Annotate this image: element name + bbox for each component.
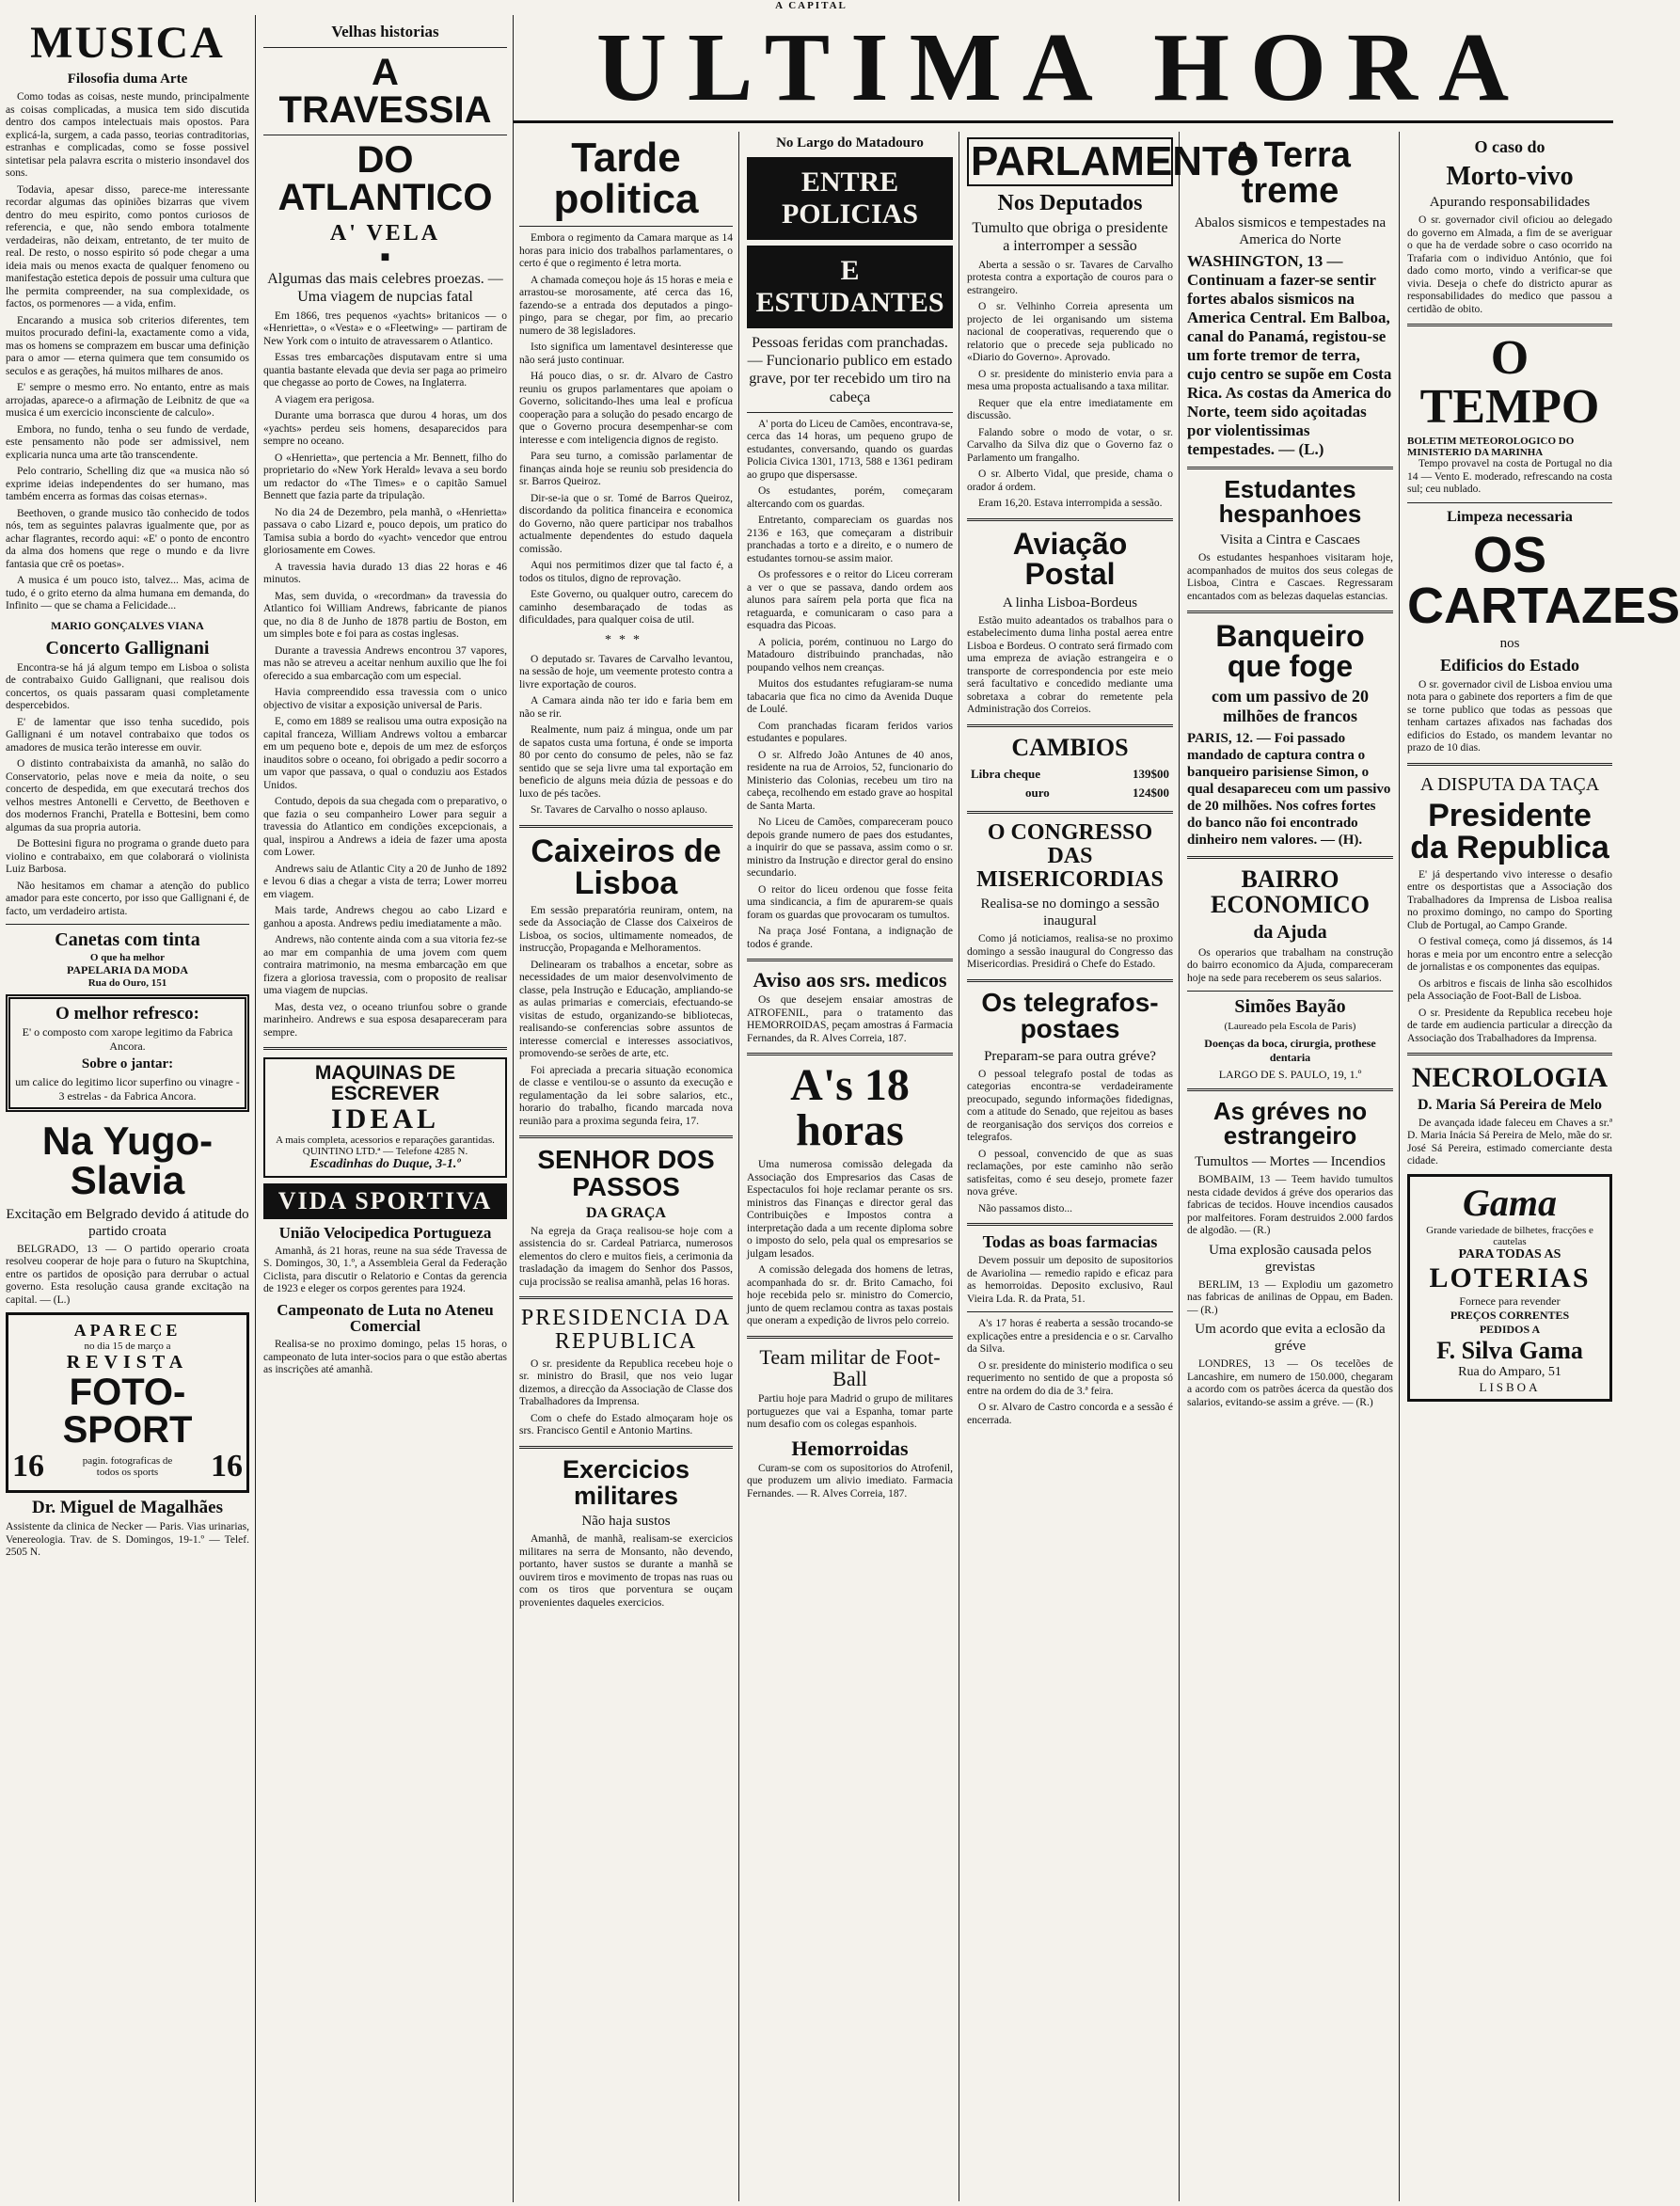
telegrafos-title: Os telegrafos-postaes xyxy=(981,987,1159,1043)
cambios-value: 124$00 xyxy=(1133,785,1169,800)
ad-line: 16 xyxy=(12,1449,44,1484)
tarde-politica-title: Tarde politica xyxy=(553,135,699,222)
policias-title-2: E ESTUDANTES xyxy=(747,246,953,328)
paragraph: A comissão delegada dos homens de letras, acompanhada do sr. dr. Brito Camacho, foi hoje recebida pelo sr. ministro do Comercio, junto de quem reclamou contra as taxas postais que oneram a expedição de livros pelo correio. xyxy=(747,1264,953,1327)
necrologia-body: De avançada idade faleceu em Chaves a sr.ª D. Maria Inácia Sá Pereira de Melo, mãe do sr. José Sá Pereira, estimado comerciante desta cidade. xyxy=(1407,1117,1612,1167)
column-4 xyxy=(741,132,959,2201)
paragraph: Na praça José Fontana, a indignação de todos é grande. xyxy=(747,926,953,950)
paragraph: No dia 24 de Dezembro, pela manhã, o «Henrietta» passava o cabo Lizard e, pouco depois, um pratico do Tamisa subia a bordo do «yacht» vencedor que entrou gloriosamente em Cowes. xyxy=(263,506,507,557)
paragraph: Dir-se-ia que o sr. Tomé de Barros Queiroz, discordando da politica financeira e economica do Governo, não quere participar nos trabalhos actualmente dependentes do estudo daquela comissão. xyxy=(519,492,733,555)
aviso-title: Aviso aos srs. medicos xyxy=(753,968,947,992)
paragraph: Aqui nos permitimos dizer que tal facto é, a todos os titulos, digno de reprovação. xyxy=(519,560,733,584)
travessia-title-2: DO ATLANTICO xyxy=(277,139,493,218)
paragraph: Durante uma borrasca que durou 4 horas, um dos «yachts» perdeu seis homens, desaparecidos para sempre no oceano. xyxy=(263,410,507,448)
farmacias-body: Devem possuir um deposito de supositorios de Avariolina — remedio rapido e eficaz para as hemorroidas. Deposito exclusivo, Raul Vieira Lda. R. da Prata, 51. xyxy=(967,1255,1173,1305)
cambios-title: CAMBIOS xyxy=(1011,733,1129,761)
paragraph: E' de lamentar que isso tenha sucedido, pois Gallignani é um notavel contrabaixo que todos os amadores de musica terão interesse em ouvir. xyxy=(6,716,249,754)
paragraph: O distinto contrabaixista da amanhã, no salão do Conservatorio, pelas nove e meia da noite, o seu concerto de despedida, em que executará trechos dos velhos mestres Antonelli e Cervetto, de Beethoven e dos modernos Franchi, Pratella e Bottesini, bem como algumas da sua propria autoria. xyxy=(6,758,249,833)
musica-author: MARIO GONÇALVES VIANA xyxy=(51,618,204,632)
cartazes-sub-1: nos xyxy=(1499,635,1520,651)
ad-line: Grande variedade de bilhetes, fracções e cautelas xyxy=(1426,1224,1593,1247)
paragraph: Requer que ela entre imediatamente em discussão. xyxy=(967,397,1173,422)
paragraph: Havia compreendido essa travessia com o unico objectivo de visitar a exposição universal de Paris. xyxy=(263,687,507,711)
greves-title: As gréves no estrangeiro xyxy=(1212,1097,1368,1151)
vida-sportiva-heading: VIDA SPORTIVA xyxy=(263,1183,507,1219)
cartazes-body: O sr. governador civil de Lisboa enviou uma nota para o gabinete dos reporters a fim de que se torne publico que todas as pessoas que tenham cartazes afixados nas fachadas dos edificios do Estado, os mandem levantar no prazo de 10 dias. xyxy=(1407,678,1612,754)
gama-ad xyxy=(1407,1174,1612,1402)
ad-line: LOTERIAS xyxy=(1429,1262,1591,1293)
travessia-title-1: A TRAVESSIA xyxy=(278,52,492,131)
ornament: ■ xyxy=(380,249,390,266)
canetas-title: Canetas com tinta xyxy=(55,929,200,950)
paragraph: O sr. presidente do ministerio modifica o seu requerimento no sentido de que a proposta só entre na ordem do dia de 3.ª feira. xyxy=(967,1359,1173,1397)
paragraph: O festival começa, como já dissemos, ás 14 horas e meia por um encontro entre a selecção de jornalistas e os componentes das equipas. xyxy=(1407,936,1612,974)
canetas-line: Rua do Ouro, 151 xyxy=(87,977,167,989)
spacer xyxy=(1063,15,1074,2202)
paragraph: O sr. Presidente da Republica recebeu hoje de tarde em audiencia particular a direcção da Associação dos Trabalhadores da Imprensa. xyxy=(1407,1007,1612,1044)
column-3 xyxy=(514,132,739,2201)
ad-line: Rua do Amparo, 51 xyxy=(1458,1364,1561,1379)
column-1 xyxy=(0,15,256,2202)
ad-line: FOTO-SPORT xyxy=(62,1372,193,1452)
ad-line: Gama xyxy=(1463,1181,1557,1224)
policias-title-1: ENTRE POLICIAS xyxy=(747,157,953,240)
greves-subtitle-2: Uma explosão causada pelos grevistas xyxy=(1209,1242,1371,1275)
simoes-line: (Laureado pela Escola de Paris) xyxy=(1224,1021,1356,1033)
paragraph: A travessia havia durado 13 dias 22 horas e 46 minutos. xyxy=(263,561,507,586)
paragraph: Em sessão preparatória reuniram, ontem, na sede da Associação de Classe dos Caixeiros de Lisboa, os socios, ultimamente nomeados, de instrucção, Propaganda e Melhoramentos. xyxy=(519,904,733,954)
taca-body xyxy=(1407,869,1612,1046)
separator-stars: *** xyxy=(605,632,647,647)
ad-line: PREÇOS CORRENTES xyxy=(1450,1308,1570,1322)
ad-line: no dia 15 de março a xyxy=(84,1341,171,1353)
refresco-text: Sobre o jantar: xyxy=(81,1055,174,1071)
paragraph: O sr. Alfredo João Antunes de 40 anos, residente na rua de Arroios, 52, funcionario do Ministerio das Colonias, recebeu um tiro na cabeça, recolhendo em estado grave ao hospital de Santa Marta. xyxy=(747,749,953,812)
paragraph: Mas, sem duvida, o «recordman» da travessia do Atlantico foi William Andrews, fabricante de pianos que, no dia 8 de Junho de 1878 partiu de Boston, em um simples bote e foi para as costas inglesas. xyxy=(263,590,507,641)
parlamento-subtitle-1: Nos Deputados xyxy=(997,191,1143,215)
banqueiro-title: Banqueiro que foge xyxy=(1215,619,1365,683)
team-body: Partiu hoje para Madrid o grupo de militares portuguezes que vai a Espanha, tomar parte num desafio com os colegas espanhois. xyxy=(747,1393,953,1431)
tempo-title: O TEMPO xyxy=(1419,331,1600,435)
paragraph: Não passamos disto... xyxy=(978,1202,1072,1214)
paragraph: O «Henrietta», que pertencia a Mr. Bennett, filho do proprietario do «New York Herald» levava a seu bordo um redactor do «The Times» e o capitão Samuel Bennett que fazia parte da tripulação. xyxy=(263,452,507,502)
paragraph: O reitor do liceu ordenou que fosse feita uma sindicancia, a fim de apurarem-se quais foram os guardas que provocaram os tumultos. xyxy=(747,883,953,921)
team-title: Team militar de Foot-Ball xyxy=(759,1344,941,1390)
paragraph: A's 17 horas é reaberta a sessão trocando-se explicações entre a presidencia e o sr. Carvalho da Silva. xyxy=(967,1318,1173,1356)
senhor-body: Na egreja da Graça realisou-se hoje com a assistencia do sr. Cardeal Patriarca, numerosos elementos do clero e muitos fieis, a cerimonia da trasladação da imagem do Senhor dos Passos, cuja procissão se realisa amanhã, pelas 16 horas. xyxy=(519,1225,733,1288)
aviacao-subtitle: A linha Lisboa-Bordeus xyxy=(1002,595,1138,611)
horas-body xyxy=(747,1159,953,1328)
cambios-label: Libra cheque xyxy=(971,766,1041,781)
terra-body: WASHINGTON, 13 — Continuam a fazer-se sentir fortes abalos sismicos na America Central. Em Balboa, canal do Panamá, registou-se um forte tremor de terra, cujo centro se supõe em Costa Rica. As costas da America do Norte, teem sido açoitadas por violentissimas tempestades. — (L.) xyxy=(1187,252,1392,458)
presidencia-body xyxy=(519,1358,733,1438)
masthead-title: ULTIMA HORA xyxy=(513,15,1613,123)
aviacao-body: Estão muito adeantados os trabalhos para o estabelecimento duma linha postal aerea entre Lisboa e Bordeus. O contrato será firmado com uma empreza de aviação estrangeira e o transporte de correspondencia por este meio será facultativo e concedido mediante uma sobretaxa a cobrar do remetente pela Administração dos Correios. xyxy=(967,614,1173,716)
caixeiros-body xyxy=(519,905,733,1129)
parlamento-title: PARLAMENTO xyxy=(967,137,1173,186)
yugo-title: Na Yugo-Slavia xyxy=(41,1118,214,1202)
simoes-line: Doenças da boca, cirurgia, prothese dentaria xyxy=(1204,1037,1376,1064)
paragraph: Há pouco dias, o sr. dr. Alvaro de Castro reuniu os grupos parlamentares que apoiam o Governo, solicitando-lhes uma leal e profícua cooperação para a solução do pesado encargo de que o Governo procura desempenhar-se com interesse e com inteligencia dignos de registo. xyxy=(519,371,733,446)
paragraph: E' já despertando vivo interesse o desafio entre os desportistas que a Associação dos Trabalhadores da Imprensa de Lisboa realisa no proximo domingo, no campo do Sporting Club de Portugal, ao Campo Grande. xyxy=(1407,868,1612,931)
paragraph: Com pranchadas ficaram feridos varios estudantes e populares. xyxy=(747,720,953,745)
yugo-body: BELGRADO, 13 — O partido operario croata resolveu cooperar de hoje para o futuro na Skuptchina, entre os partidos de oposição para derrubar o actual governo. Esta resolução causa grande excitação na capital. — (L.) xyxy=(6,1243,249,1306)
ad-line: pagin. fotograficas de todos os sports xyxy=(82,1455,173,1479)
concerto-title: Concerto Gallignani xyxy=(45,637,210,659)
concerto-body xyxy=(6,662,249,919)
aviso-body: Os que desejem ensaiar amostras de ATROFENIL, para o tratamento das HEMORROIDAS, peçam amostras á Farmacia Fernandes, da R. Alves Correia, 187. xyxy=(747,994,953,1044)
horas-title: A's 18 horas xyxy=(790,1060,910,1156)
paragraph: Mas, desta vez, o oceano triunfou sobre o grande marinheiro. Andrews e sua esposa desapareceram para sempre. xyxy=(263,1001,507,1039)
morto-subtitle: Apurando responsabilidades xyxy=(1429,195,1591,211)
morto-title: Morto-vivo xyxy=(1446,162,1574,191)
paragraph: Andrews, não contente ainda com a sua vitoria fez-se ao mar em companhia de uma jovem com quem contraira matrimonio, na mesma embarcação em que fizera a gloriosa travessia, com o proposito de realisar uma viagem de nupcias. xyxy=(263,934,507,997)
paragraph: Como todas as coisas, neste mundo, principalmente as coisas complicadas, a musica tem sido discutida dentro dos campos intelectuais mais opostos. Para explicá-la, surgem, a cada passo, teorias contraditorias, estranhas e complicadas, como se fosse possivel sintetisar pela palavra escrita o misterio insondavel dos sons. xyxy=(6,91,249,179)
hesp-body: Os estudantes hespanhoes visitaram hoje, acompanhados de muitos dos seus colegas de Lisboa, Cintra e Cascaes. Regressaram encantados com as belezas daquelas estancias. xyxy=(1187,552,1393,602)
maquinas-ad: MAQUINAS DE ESCREVER IDEAL A mais completa, acessorios e reparações garantidas. QUINTINO LTD.ª — Telefone 4285 N. Escadinhas do Duque, 3-1.º xyxy=(263,1057,507,1178)
paragraph: Embora o regimento da Camara marque as 14 horas para inicio dos trabalhos parlamentares, o certo é que o regimento é letra morta. xyxy=(519,232,733,269)
simoes-title: Simões Bayão xyxy=(1234,996,1346,1018)
tarde-politica-body-2 xyxy=(519,654,733,817)
travessia-title-3: A' VELA xyxy=(329,221,441,246)
paragraph: E, como em 1889 se realisou uma outra exposição na capital franceza, William Andrews voltou a embarcar em um pequeno bote e, depois de um mez de esforços inauditos sobre o oceano, foi obrigado a pedir socorro a um vapor que passava, o qual o conduziu aos Estados Unidos. xyxy=(263,716,507,791)
aviacao-title: Aviação Postal xyxy=(1012,526,1128,591)
column-2: Velhas historias A TRAVESSIA DO ATLANTICO A' VELA ■ Algumas das mais celebres proezas. — Uma viagem de nupcias fatal Em 1866, tres pequenos «yachts» britanicos — o «Henrietta», o «Vesta» e o «Fleetwing» — partiram de New York com o intuito de atravessarem o Atlantico. Essas tres embarcações disputavam entre si uma quantia bastante elevada que devia ser paga ao primeiro que chegasse ao porto de Cowes, na Inglaterra. A viagem era perigosa. Durante uma borrasca que durou 4 horas, um dos «yachts» perdeu seis homens, desaparecidos para sempre no oceano. O «Henrietta», que pertencia a Mr. Bennett, filho do proprietario do «New York Herald» levava a seu bordo um redactor do «The Times» e o capitão Samuel Bennett que fazia parte da tripulação. No dia 24 de Dezembro, pela manhã, o «Henrietta» passava o cabo Lizard e, pouco depois, um pratico do Tamisa subia a bordo do «yacht» vencedor que entrou gloriosamente em Cowes. A travessia havia durado 13 dias 22 horas e 46 minutos. Mas, sem duvida, o «recordman» da travessia do Atlantico foi William Andrews, fabricante de pianos que, no dia 8 de Junho de 1878 partiu de Boston, em um simples bote e foi para as costas inglesas. Durante a travessia Andrews encontrou 37 vapores, mas não se atreveu a aceitar nenhum auxilio que lhe foi oferecido a sua embarcação com um especial. Havia compreendido essa travessia com o unico objectivo de visitar a exposição universal de Paris. E, como em 1889 se realisou uma outra exposição na capital franceza, William Andrews voltou a embarcar em um pequeno bote e, depois de um mez de esforços inauditos sobre o oceano, foi obrigado a pedir socorro a um vapor que passava, o qual o conduziu aos Estados Unidos. Contudo, depois da sua chegada com o preparativo, o que fazia o seu companheiro Lower para seguir a travessia do Atlantico em condições excepcionais, a qual, inspirou a Andrews a ideia de fazer uma aposta com Lower. Andrews saiu de Atlantic City a 20 de Junho de 1892 e levou 6 dias a chegar a vista de terra; Lower morreu em viagem. Mais tarde, Andrews chegou ao cabo Lizard e ganhou a aposta. Andrews pediu imediatamente a mão. Andrews, não contente ainda com a sua vitoria fez-se ao mar em companhia de uma jovem com quem contraira matrimonio, na mesma embarcação em que fizera a gloriosa travessia, com o proposito de realisar uma viagem de nupcias. Mas, desta vez, o oceano triunfou sobre o grande marinheiro. Andrews e sua esposa desapareceram para sempre. MAQUINAS DE ESCREVER IDEAL A mais completa, acessorios e reparações garantidas. QUINTINO LTD.ª — Telefone 4285 N. Escadinhas do Duque, 3-1.º VIDA SPORTIVA União Velocipedica Portugueza Amanhã, ás 21 horas, reune na sua séde Travessa de S. Domingos, 30, 1.º, a Assembleia Geral da Federação Ciclista, para discutir o Relatorio e Contas da gerencia de 1923 e eleger os corpos gerentes para 1924. Campeonato de Luta no Ateneu Comercial Realisa-se no proximo domingo, pelas 15 horas, o campeonato de luta inter-socios para o que estão abertas as inscrições até amanhã. xyxy=(258,15,514,2202)
canetas-line: O que ha melhor xyxy=(89,952,166,963)
paragraph: O sr. Alberto Vidal, que preside, chama o orador á ordem. xyxy=(967,468,1173,493)
farmacias-title: Todas as boas farmacias xyxy=(982,1232,1158,1252)
ad-line: F. Silva Gama xyxy=(1436,1336,1583,1364)
paragraph: Não hesitamos em chamar a atenção do publico amador para este concerto, por isso que Gallignani é, de facto, um verdadeiro artista. xyxy=(6,880,249,917)
paragraph: Os arbitros e fiscais de linha são escolhidos pela Associação de Foot-Ball de Lisboa. xyxy=(1407,977,1612,1003)
foto-sport-ad xyxy=(6,1312,249,1493)
ad-line: REVISTA xyxy=(66,1352,189,1373)
running-head: A CAPITAL xyxy=(775,0,848,11)
miguel-title: Dr. Miguel de Magalhães xyxy=(31,1498,223,1518)
refresco-text: um calice do legitimo licor superfino ou vinagre - 3 estrelas - da Fabrica Ancora. xyxy=(15,1074,240,1103)
congresso-body: Como já noticiamos, realisa-se no proximo domingo a sessão inaugural do Congresso das Misericordias. Presidirá o Chefe do Estado. xyxy=(967,933,1173,971)
paragraph: Durante a travessia Andrews encontrou 37 vapores, mas não se atreveu a aceitar nenhum auxilio que lhe foi oferecido a sua embarcação com um especial. xyxy=(263,644,507,682)
ad-line: Fornece para revender xyxy=(1459,1293,1561,1308)
refresco-ad xyxy=(6,994,249,1112)
cartazes-title: OS CARTAZES xyxy=(1407,526,1680,634)
musica-subtitle: Filosofia duma Arte xyxy=(67,71,188,87)
banqueiro-subtitle: com um passivo de 20 milhões de francos xyxy=(1211,687,1369,725)
telegrafos-subtitle: Preparam-se para outra gréve? xyxy=(984,1048,1156,1064)
paragraph: Este Governo, ou qualquer outro, carecem do caminho desembaraçado de todas as dificuldades, para qualquer coisa de util. xyxy=(519,589,733,626)
travessia-body xyxy=(263,310,507,1040)
morto-kicker: O caso do xyxy=(1474,137,1545,156)
paragraph: No Liceu de Camões, compareceram pouco depois grande numero de paes dos estudantes, a inquirir do que se passava, assim como o sr. ministro da Instrução e director geral do ensino secundario. xyxy=(747,817,953,880)
policias-subtitle: Pessoas feridas com pranchadas. — Funcionario publico em estado grave, por ter recebido um tiro na cabeça xyxy=(747,335,953,405)
paragraph: Uma numerosa comissão delegada da Associação dos Empresarios das Casas de Espectaculos foi hoje reclamar perante os srs. ministros das Finanças e director geral das Contribuições e Impostos contra a interpretação dada a um recente diploma sobre o imposto do selo, pela qual os empresarios se julgam lesados. xyxy=(747,1159,953,1260)
paragraph: O sr. presidente da Republica recebeu hoje o sr. ministro do Brasil, que nos veio lugar dizemos, a direcção da Associação de Classe dos Trabalhadores da Imprensa. xyxy=(519,1357,733,1408)
tempo-subtitle: BOLETIM METEOROLOGICO DO MINISTERIO DA MARINHA xyxy=(1407,436,1575,459)
cartazes-sub-2: Edificios do Estado xyxy=(1439,655,1580,674)
paragraph: Aberta a sessão o sr. Tavares de Carvalho protesta contra a exportação de couros para o estrangeiro. xyxy=(967,259,1173,296)
paragraph: Muitos dos estudantes refugiaram-se numa tabacaria que fica no cimo da Avenida Duque de Loulé. xyxy=(747,678,953,716)
simoes-line: LARGO DE S. PAULO, 19, 1.º xyxy=(1218,1068,1362,1082)
paragraph: Contudo, depois da sua chegada com o preparativo, o que fazia o seu companheiro Lower para seguir a travessia do Atlantico em condições excepcionais, a qual, inspirou a Andrews a ideia de fazer uma aposta com Lower. xyxy=(263,796,507,859)
bairro-body: Os operarios que trabalham na construção do bairro economico da Ajuda, compareceram hoje na sede para receberem os seus salarios. xyxy=(1187,946,1393,984)
terra-title: A Terra treme xyxy=(1229,135,1351,211)
paragraph: Isto significa um lamentavel desinteresse que não será justo continuar. xyxy=(519,341,733,366)
morto-body: O sr. governador civil oficiou ao delegado do governo em Almada, a fim de se averiguar o que ha de verdade sobre o caso ocorrido na Trafaria com o individuo António, que foi dado como morto, vindo a verificar-se que vivia. Deseja o chefe do districto apurar as responsabilidades do medico que passou a certidão de obito. xyxy=(1407,214,1612,315)
musica-body xyxy=(6,91,249,613)
limpeza-heading: Limpeza necessaria xyxy=(1447,508,1573,525)
paragraph: Andrews saiu de Atlantic City a 20 de Junho de 1892 e levou 6 dias a chegar a vista de terra; Lower morreu em viagem. xyxy=(263,863,507,900)
exercicios-title: Exercicios militares xyxy=(562,1454,690,1510)
exercicios-body: Amanhã, de manhã, realisam-se exercicios militares na serra de Monsanto, não devendo, portanto, haver sustos se durante a manhã se ouvirem tiros e movimento de tropas nas ruas ou com os tiros que porventura se ouçam provenientes daqueles exercicios. xyxy=(519,1533,733,1609)
paragraph: O pessoal telegrafo postal de todas as categorias encontra-se verdadeiramente preocupado, segundo informações fidedignas, com a atitude do Senado, que rejeitou as bases de reorganisação dos serviços dos correios e telegrafos. xyxy=(967,1068,1173,1144)
cambios-label: ouro xyxy=(1025,785,1050,800)
paragraph: Para seu turno, a comissão parlamentar de finanças ainda hoje se reuniu sob presidencia do sr. Barros Queiroz. xyxy=(519,451,733,487)
paragraph: Beethoven, o grande musico tão conhecido de todos nós, tem as seguintes palavras igualmente que, por as achar flagrantes, recordo aqui: «E' o ponto de encontro da alma dos homens que rege o mundo e da livre fantasia que crê os poetas». xyxy=(6,507,249,570)
taca-title: Presidente da Republica xyxy=(1410,797,1609,865)
ad-line: APARECE xyxy=(73,1321,182,1341)
musica-title: MUSICA xyxy=(30,18,225,68)
paragraph: BERLIM, 13 — Explodiu um gazometro nas fabricas de anilinas de Oppau, em Baden. — (R.) xyxy=(1187,1278,1393,1316)
paragraph: Os estudantes, porém, começaram altercando com os guardas. xyxy=(747,485,953,510)
paragraph: A' porta do Liceu de Camões, encontrava-se, cerca das 14 horas, um pequeno grupo de estudantes, conversando, quando os guardas Policia Civica 1301, 1713, 588 e 1361 pediram ao grupo que dispersasse. xyxy=(747,418,953,481)
tarde-politica-body xyxy=(519,232,733,627)
cambios-value: 139$00 xyxy=(1133,766,1169,781)
paragraph: Eram 16,20. Estava interrompida a sessão. xyxy=(978,498,1163,510)
paragraph: O pessoal, convencido de que as suas reclamações, por este caminho não serão satisfeitas, como é seu desejo, promete fazer nova gréve. xyxy=(967,1148,1173,1198)
ad-line: 16 xyxy=(211,1449,243,1484)
refresco-title: O melhor refresco: xyxy=(55,1004,199,1024)
paragraph: Encontra-se há já algum tempo em Lisboa o solista de contrabaixo Guido Gallignani, que realisou dois concertos, os quais passaram quasi completamente despercebidos. xyxy=(6,661,249,711)
paragraph: BOMBAIM, 13 — Teem havido tumultos nesta cidade devidos á gréve dos operarios das fabricas de tecidos. Houve incendios causados por malfeitores. Foram destruidos 2.000 fardos de algodão. — (R.) xyxy=(1187,1174,1393,1237)
terra-subtitle: Abalos sismicos e tempestades na America do Norte xyxy=(1194,215,1387,247)
miguel-body: Assistente da clinica de Necker — Paris. Vias urinarias, Venereologia. Trav. de S. Domingos, 19-1.º — Telef. 2505 N. xyxy=(6,1521,249,1559)
paragraph: Os professores e o reitor do Liceu correram a ver o que se passava, dando ordem aos alunos para saírem pela porta que fica na retaguarda, e comunicaram o caso para a esquadra das Picoas. xyxy=(747,569,953,632)
paragraph: Foi apreciada a precaria situação economica de classe e ventilou-se o assunto da execução e regulamentação da lei sobre salarios, etc., horario do trabalho, ficando marcada nova reunião para a proxima segunda feira, 17. xyxy=(519,1064,733,1127)
paragraph: Em 1866, tres pequenos «yachts» britanicos — o «Henrietta», o «Vesta» e o «Fleetwing» — partiram de New York com o intuito de atravessarem o Atlantico. xyxy=(263,309,507,347)
paragraph: Pelo contrario, Schelling diz que «a musica não só exprime ideias independentes do ser humano, mas também encerra as formas das coisas eternas». xyxy=(6,466,249,502)
congresso-subtitle: Realisa-se no domingo a sessão inaugural xyxy=(980,897,1160,929)
senhor-title: SENHOR DOS PASSOS xyxy=(537,1145,715,1202)
bairro-title: BAIRRO ECONOMICO xyxy=(1211,865,1370,919)
yugo-subtitle: Excitação em Belgrado devido á atitude do partido croata xyxy=(6,1206,249,1239)
ad-line: PARA TODAS AS xyxy=(1458,1246,1561,1262)
paragraph: O sr. Alvaro de Castro concorda e a sessão é encerrada. xyxy=(967,1402,1173,1426)
paragraph: A Camara ainda não ter ido e faria bem em não se rir. xyxy=(519,695,733,720)
greves-subtitle: Tumultos — Mortes — Incendios xyxy=(1195,1154,1386,1170)
canetas-ad xyxy=(6,930,249,989)
paragraph: Entretanto, compareciam os guardas nos 2136 e 163, que começaram a distribuir pranchadas a torto e a direito, e o numero de estudantes tornou-se assim maior. xyxy=(747,515,953,564)
paragraph: Essas tres embarcações disputavam entre si uma quantia bastante elevada que devia ser paga ao primeiro que chegasse ao porto de Cowes, na Inglaterra. xyxy=(263,352,507,389)
hesp-subtitle: Visita a Cintra e Cascaes xyxy=(1219,532,1361,548)
paragraph: A policia, porém, continuou no Largo do Matadouro distribuindo pranchadas, não poupando velhos nem creanças. xyxy=(747,636,953,674)
paragraph: A viagem era perigosa. xyxy=(275,393,375,405)
paragraph: De Bottesini figura no programa o grande dueto para violino e contrabaixo, em que colaborará o violinista Luiz Barbosa. xyxy=(6,838,249,875)
taca-kicker: A DISPUTA DA TAÇA xyxy=(1419,773,1600,795)
paragraph: E' sempre o mesmo erro. No entanto, entre as mais arrojadas, aparece-o a afirmação de Leibnitz de que «a musica é um exercicio inconsciente de calculo». xyxy=(6,382,249,419)
paragraph: O sr. presidente do ministerio envia para a mesa uma proposta actualisando a taxa militar. xyxy=(967,368,1173,393)
column-5b xyxy=(1181,132,1400,2201)
bairro-subtitle: da Ajuda xyxy=(1253,921,1327,943)
paragraph: Delinearam os trabalhos a encetar, sobre as necessidades de um maior desenvolvimento de classe, pela Instrução e Educação, ampliando-se as aulas primarias e comerciais, efectuando-se visitas de estudo, organizando-se bibliotecas, realisando-se conferencias sobre assuntos de interesse comercial e interesses associativos, promovendo-se serões de arte, etc. xyxy=(519,959,733,1059)
banqueiro-body: PARIS, 12. — Foi passado mandado de captura contra o banqueiro parisiense Simon, o qual desapareceu com um passivo de 20 milhões. Nos cofres fortes do banco não foi encontrado dinheiro nem valores. — (H). xyxy=(1187,731,1391,848)
paragraph: Realmente, num paiz á mingua, onde um par de sapatos custa uma fortuna, é onde se importa 80 por cento do consumo de peles, não se faz sentido que se seja livre uma tal exportação em beneficio de alguns meia dúzia de pessoas e do luxo de pés tacões. xyxy=(519,724,733,800)
hemo-title: Hemorroidas xyxy=(791,1436,909,1460)
necrologia-title: NECROLOGIA xyxy=(1411,1062,1609,1094)
paragraph: Todavia, apesar disso, parece-me interessante recordar algumas das opiniões bizarras que vivem dentro do meu espirito, como pontos curiosos de referencia, e que, não sendo embora totalmente verdadeiras, não deixam, entretanto, de ter muito de real. De resto, o nosso espirito só pode chegar a uma ideia mais ou menos exacta de qualquer fenomeno ou manifestação estetica depois de possuir uma cultura que lhe permita compreender, na sua complexidade, os factos, os pormenores — a vida, enfim. xyxy=(6,183,249,309)
paragraph: Sr. Tavares de Carvalho o nosso aplauso. xyxy=(531,804,708,816)
paragraph: O sr. Velhinho Correia apresenta um projecto de lei organisando um sistema nacional de cooperativas, requerendo que o relatorio que o precede seja publicado no «Diario do Governo». Aprovado. xyxy=(967,301,1173,364)
paragraph: Com o chefe do Estado almoçaram hoje os srs. Francisco Gentil e Antonio Martins. xyxy=(519,1412,733,1437)
hesp-title: Estudantes hespanhoes xyxy=(1218,475,1362,528)
caixeiros-title: Caixeiros de Lisboa xyxy=(531,833,721,901)
policias-body xyxy=(747,419,953,952)
paragraph: Embora, no fundo, tenha o seu fundo de verdade, este pensamento não pode ser admissivel, nem explicaria nunca uma arte tão transcendente. xyxy=(6,423,249,461)
paragraph: Encarando a musica sob criterios diferentes, tem muitos procurado defini-la, exactamente como a vida, mas os homens se comprazem em buscar uma definição para o amor — eterna quimera que tem consumido os seculos e as gerações, há muitos milhares de anos. xyxy=(6,314,249,377)
column-6 xyxy=(1402,132,1680,2201)
travessia-kicker: Velhas historias xyxy=(331,23,439,40)
paragraph: LONDRES, 13 — Os tecelões de Lancashire, em numero de 150.000, chegaram a acordo com os patrões ácerca da questão dos salarios, evitando-se assim a gréve. — (R.) xyxy=(1187,1358,1393,1408)
ad-line: LISBOA xyxy=(1479,1379,1541,1394)
presidencia-title: PRESIDENCIA DA REPUBLICA xyxy=(520,1306,732,1355)
ad-line: PEDIDOS A xyxy=(1479,1322,1541,1336)
canetas-line: PAPELARIA DA MODA xyxy=(66,963,189,976)
greves-subtitle-3: Um acordo que evita a eclosão da gréve xyxy=(1195,1322,1386,1355)
paragraph: O deputado sr. Tavares de Carvalho levantou, na sessão de hoje, um veemente protesto contra a livre exportação de couros. xyxy=(519,653,733,690)
paragraph: A chamada começou hoje ás 15 horas e meia e arrastou-se morosamente, até cerca das 16, fazendo-se a entrada dos deputados a pingo-pingo, para se chegar, por fim, ao precario numero de 38 legisladores. xyxy=(519,274,733,337)
necrologia-name: D. Maria Sá Pereira de Melo xyxy=(1417,1096,1603,1113)
refresco-text: E' o composto com xarope legitimo da Fabrica Ancora. xyxy=(22,1024,233,1053)
tempo-body: Tempo provavel na costa de Portugal no dia 14 — Vento E. moderado, refrescando na costa sul; ceu nublado. xyxy=(1407,458,1612,496)
travessia-subtitle: Algumas das mais celebres proezas. — Uma viagem de nupcias fatal xyxy=(267,271,503,306)
exercicios-subtitle: Não haja sustos xyxy=(581,1514,671,1530)
congresso-title: O CONGRESSO DAS MISERICORDIAS xyxy=(976,819,1164,893)
paragraph: Mais tarde, Andrews chegou ao cabo Lizard e ganhou a aposta. Andrews pediu imediatamente a mão. xyxy=(263,905,507,929)
paragraph: Falando sobre o modo de votar, o sr. Carvalho da Silva diz que o Governo faz o Parlamento um frangalho. xyxy=(967,426,1173,464)
hemo-body: Curam-se com os supositorios do Atrofenil, que produzem um alivio imediato. Farmacia Fernandes. — R. Alves Correia, 187. xyxy=(747,1462,953,1500)
paragraph: A musica é um pouco isto, talvez... Mas, acima de tudo, é o grito eterno da alma humana em demanda, do Infinito — que se chama a Felicidade... xyxy=(6,575,249,611)
policias-kicker: No Largo do Matadouro xyxy=(776,135,924,151)
senhor-subtitle: DA GRAÇA xyxy=(586,1204,666,1221)
parlamento-subtitle-2: Tumulto que obriga o presidente a interromper a sessão xyxy=(972,220,1168,255)
